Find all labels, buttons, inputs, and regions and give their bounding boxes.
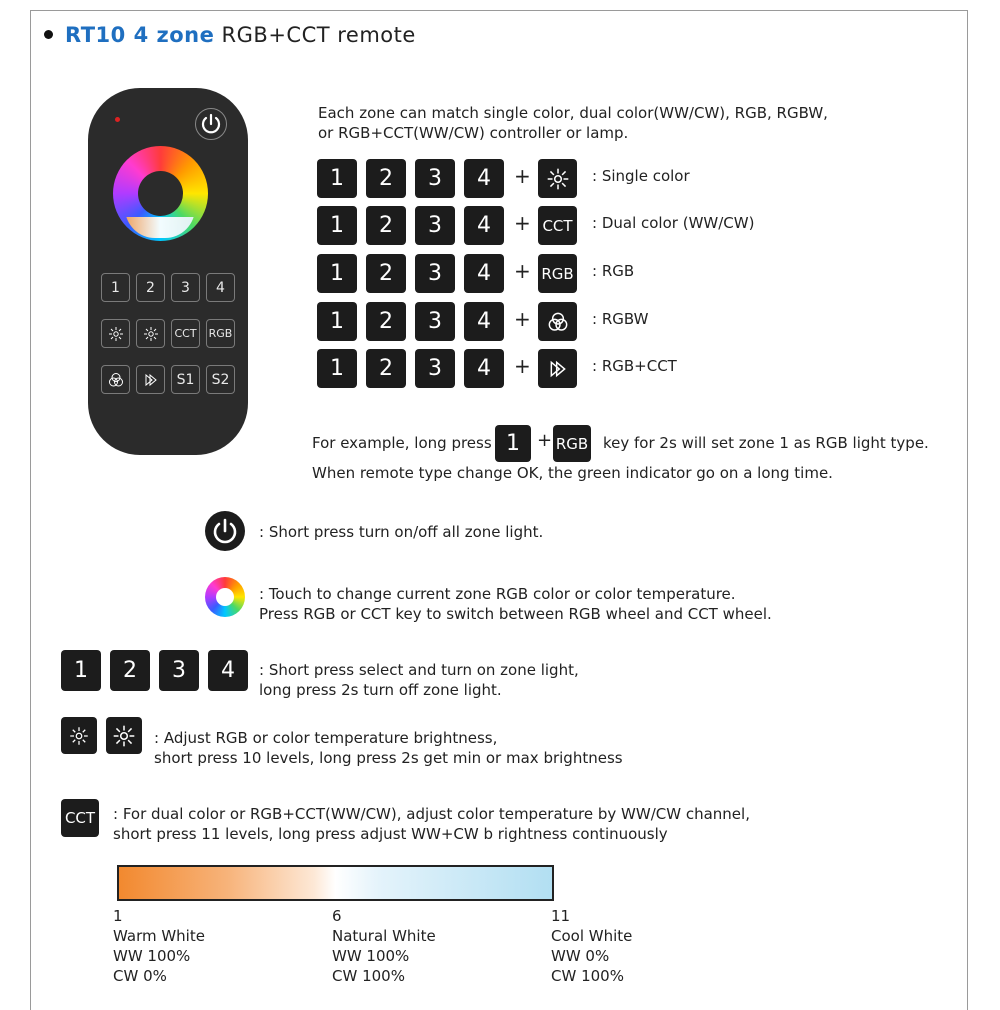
mode-row-3-zone-3-key: 3 — [415, 254, 455, 293]
sun-icon — [547, 168, 569, 190]
mode-row-1-zone-3-key: 3 — [415, 159, 455, 198]
color-wheel-center — [138, 171, 183, 216]
s2-label: S2 — [211, 371, 230, 388]
cct-desc-line-2: short press 11 levels, long press adjust WW+CW b rightness continuously — [113, 825, 668, 843]
cct-key: CCT — [61, 799, 99, 837]
mode-row-5-plus: + — [514, 354, 531, 378]
color-temperature-bar — [117, 865, 554, 901]
scale-cool-name: Cool White — [551, 927, 633, 945]
brightness-down-key — [61, 717, 97, 754]
mode-row-3-mode-key: RGB — [538, 254, 577, 293]
mode-row-5-zone-4-key: 4 — [464, 349, 504, 388]
sun-icon — [113, 725, 135, 747]
scale-natural-level: 6 — [332, 907, 342, 925]
power-desc: : Short press turn on/off all zone light. — [259, 523, 544, 541]
remote-rgb-key[interactable]: RGB — [206, 319, 235, 348]
mode-row-2-zone-1-key: 1 — [317, 206, 357, 245]
power-icon — [196, 109, 226, 139]
sun-icon — [143, 326, 159, 342]
example-plus: + — [537, 430, 553, 451]
zone-2-key: 2 — [110, 650, 150, 691]
remote-zone-4-key[interactable]: 4 — [206, 273, 235, 302]
mode-row-3-plus: + — [514, 259, 531, 283]
remote-illustration — [88, 88, 248, 455]
remote-color-wheel[interactable] — [113, 146, 208, 241]
scale-natural — [332, 906, 436, 986]
mode-row-2-zone-3-key: 3 — [415, 206, 455, 245]
remote-rgbw-key[interactable] — [101, 365, 130, 394]
remote-s1-key[interactable] — [171, 365, 200, 394]
power-icon — [205, 511, 245, 551]
mode-row-1-zone-1-key: 1 — [317, 159, 357, 198]
remote-mode-key[interactable] — [136, 365, 165, 394]
color-wheel-icon-center — [216, 588, 234, 606]
zone-1-key: 1 — [61, 650, 101, 691]
remote-zone-1-key[interactable]: 1 — [101, 273, 130, 302]
s1-label: S1 — [176, 371, 195, 388]
mode-row-5-mode-key — [538, 349, 577, 388]
mode-row-2-plus: + — [514, 211, 531, 235]
play-next-icon — [142, 371, 160, 389]
scale-natural-cw: CW 100% — [332, 967, 405, 985]
scale-warm-ww: WW 100% — [113, 947, 191, 965]
mode-row-1-mode-key — [538, 159, 577, 198]
brightness-desc-line-2: short press 10 levels, long press 2s get min or max brightness — [154, 749, 623, 767]
mode-row-4-zone-2-key: 2 — [366, 302, 406, 341]
mode-row-4-mode-key — [538, 302, 577, 341]
mode-row-5-zone-3-key: 3 — [415, 349, 455, 388]
mode-row-1-zone-4-key: 4 — [464, 159, 504, 198]
indicator-led-icon — [115, 117, 120, 122]
example-prefix: For example, long press — [312, 434, 492, 452]
cct-desc-line-1: : For dual color or RGB+CCT(WW/CW), adjust color temperature by WW/CW channel, — [113, 805, 750, 823]
rgb-circles-icon — [107, 371, 125, 389]
scale-cool — [551, 906, 632, 986]
scale-warm-cw: CW 0% — [113, 967, 167, 985]
scale-warm-name: Warm White — [113, 927, 205, 945]
wheel-desc-line-1: : Touch to change current zone RGB color or color temperature. — [259, 585, 736, 603]
scale-warm — [113, 906, 205, 986]
zone-3-key: 3 — [159, 650, 199, 691]
zone-desc-line-2: long press 2s turn off zone light. — [259, 681, 502, 699]
power-button-illustration — [205, 511, 245, 551]
scale-cool-level: 11 — [551, 907, 571, 925]
example-key-rgb: RGB — [553, 425, 591, 462]
scale-natural-ww: WW 100% — [332, 947, 410, 965]
mode-row-5-zone-1-key: 1 — [317, 349, 357, 388]
example-key-1: 1 — [495, 425, 531, 462]
remote-brightness-up-key[interactable] — [136, 319, 165, 348]
mode-row-2-mode-key: CCT — [538, 206, 577, 245]
rgb-circles-icon — [546, 310, 570, 334]
brightness-up-key — [106, 717, 142, 754]
mode-row-2-zone-4-key: 4 — [464, 206, 504, 245]
remote-s2-key[interactable] — [206, 365, 235, 394]
mode-row-3-zone-4-key: 4 — [464, 254, 504, 293]
remote-zone-3-key[interactable]: 3 — [171, 273, 200, 302]
example-suffix: key for 2s will set zone 1 as RGB light type. — [603, 434, 929, 452]
page-title — [44, 23, 416, 47]
remote-cct-key[interactable]: CCT — [171, 319, 200, 348]
remote-brightness-down-key[interactable] — [101, 319, 130, 348]
mode-row-4-plus: + — [514, 307, 531, 331]
play-next-icon — [546, 357, 570, 381]
zone-4-key: 4 — [208, 650, 248, 691]
intro-line-2: or RGB+CCT(WW/CW) controller or lamp. — [318, 124, 629, 142]
scale-natural-name: Natural White — [332, 927, 436, 945]
remote-zone-2-key[interactable]: 2 — [136, 273, 165, 302]
mode-row-2-label: : Dual color (WW/CW) — [592, 214, 755, 232]
example-line-2: When remote type change OK, the green indicator go on a long time. — [312, 464, 833, 482]
bullet-icon — [44, 30, 53, 39]
scale-cool-cw: CW 100% — [551, 967, 624, 985]
mode-row-1-plus: + — [514, 164, 531, 188]
mode-row-3-zone-1-key: 1 — [317, 254, 357, 293]
mode-row-3-label: : RGB — [592, 262, 635, 280]
mode-row-1-zone-2-key: 2 — [366, 159, 406, 198]
remote-power-button[interactable] — [195, 108, 227, 140]
mode-row-4-zone-4-key: 4 — [464, 302, 504, 341]
mode-row-4-label: : RGBW — [592, 310, 649, 328]
color-wheel-icon — [205, 577, 245, 617]
sun-icon — [108, 326, 124, 342]
title-model: RT10 4 zone — [65, 23, 215, 47]
mode-row-3-zone-2-key: 2 — [366, 254, 406, 293]
scale-cool-ww: WW 0% — [551, 947, 610, 965]
mode-row-5-zone-2-key: 2 — [366, 349, 406, 388]
wheel-desc-line-2: Press RGB or CCT key to switch between RGB wheel and CCT wheel. — [259, 605, 772, 623]
mode-row-1-label: : Single color — [592, 167, 690, 185]
title-desc: RGB+CCT remote — [221, 23, 416, 47]
mode-row-4-zone-3-key: 3 — [415, 302, 455, 341]
mode-row-5-label: : RGB+CCT — [592, 357, 677, 375]
scale-warm-level: 1 — [113, 907, 123, 925]
brightness-desc-line-1: : Adjust RGB or color temperature brightness, — [154, 729, 498, 747]
mode-row-4-zone-1-key: 1 — [317, 302, 357, 341]
zone-desc-line-1: : Short press select and turn on zone light, — [259, 661, 579, 679]
intro-line-1: Each zone can match single color, dual color(WW/CW), RGB, RGBW, — [318, 104, 828, 122]
mode-row-2-zone-2-key: 2 — [366, 206, 406, 245]
sun-icon — [69, 726, 89, 746]
